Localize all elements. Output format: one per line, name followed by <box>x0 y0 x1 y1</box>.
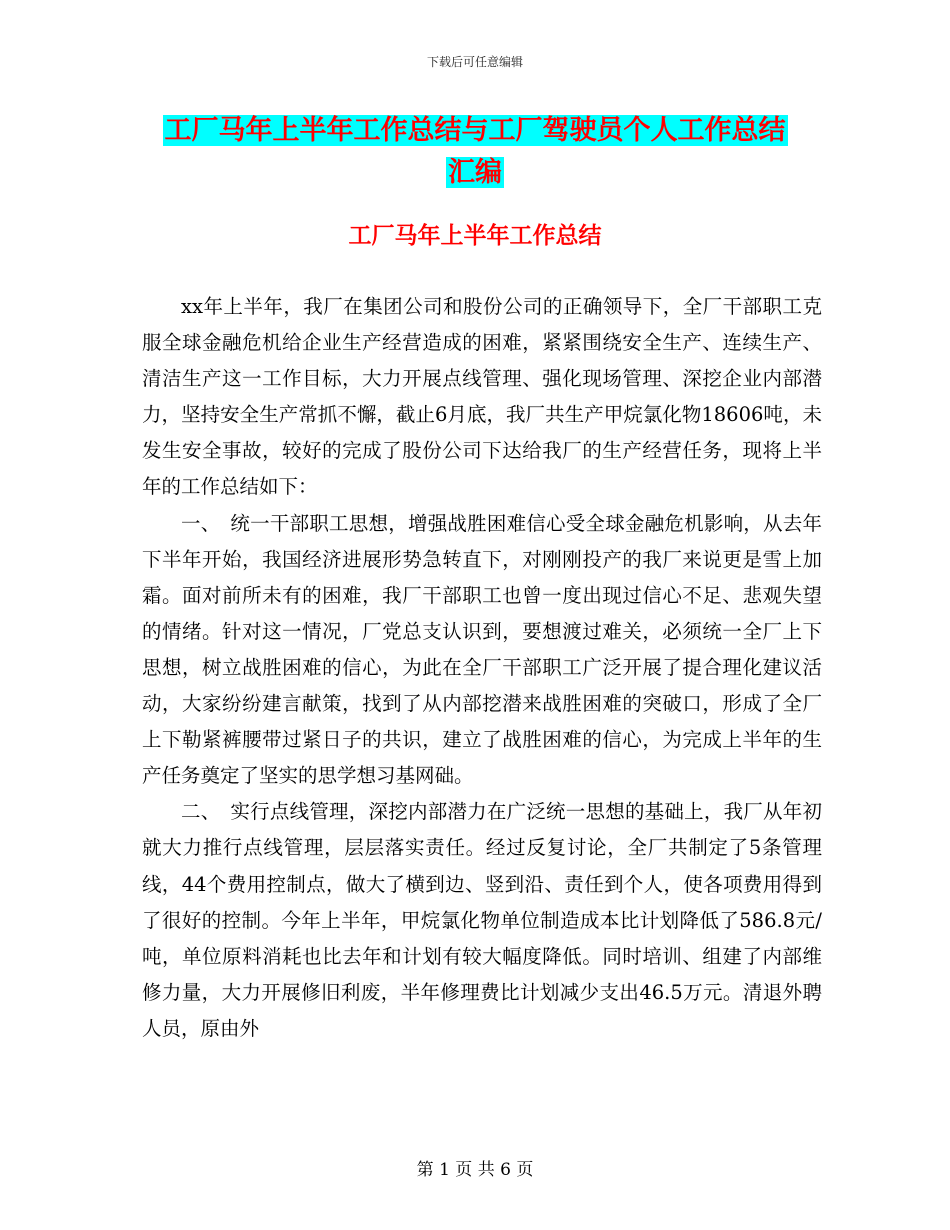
paragraph-intro: xx年上半年，我厂在集团公司和股份公司的正确领导下，全厂干部职工克服全球金融危机给企业生产经营造成的困难，紧紧围绕安全生产、连续生产、清洁生产这一工作目标，大力开展点线管理、强化现场管理、深挖企业内部潜力，坚持安全生产常抓不懈，截止6月底，我厂共生产甲烷氯化物18606吨，未发生安全事故，较好的完成了股份公司下达给我厂的生产经营任务，现将上半年的工作总结如下： <box>142 295 822 499</box>
body-text <box>142 289 822 1047</box>
section-title: 工厂马年上半年工作总结 <box>348 223 602 249</box>
page-footer: 第 1 页 共 6 页 <box>416 1160 534 1180</box>
paragraph-section-1: 一、 统一干部职工思想，增强战胜困难信心受全球金融危机影响，从去年下半年开始，我国经济进展形势急转直下，对刚刚投产的我厂来说更是雪上加霜。面对前所未有的困难，我厂干部职工也曾一度出现过信心不足、悲观失望的情绪。针对这一情况，厂党总支认识到，要想渡过难关，必须统一全厂上下思想，树立战胜困难的信心，为此在全厂干部职工广泛开展了提合理化建议活动，大家纷纷建言献策，找到了从内部挖潜来战胜困难的突破口，形成了全厂上下勒紧裤腰带过紧日子的共识，建立了战胜困难的信心，为完成上半年的生产任务奠定了坚实的思学想习基网础。 <box>142 511 822 788</box>
document-title-line-2 <box>0 153 950 193</box>
paragraph-section-2: 二、 实行点线管理，深挖内部潜力在广泛统一思想的基础上，我厂从年初就大力推行点线管理，层层落实责任。经过反复讨论，全厂共制定了5条管理线，44个费用控制点，做大了横到边、竖到沿、责任到个人，使各项费用得到了很好的控制。今年上半年，甲烷氯化物单位制造成本比计划降低了586.8元/吨，单位原料消耗也比去年和计划有较大幅度降低。同时培训、组建了内部维修力量，大力开展修旧利废，半年修理费比计划减少支出46.5万元。清退外聘人员，原由外 <box>142 800 822 1040</box>
document-title-line-1-text: 工厂马年上半年工作总结与工厂驾驶员个人工作总结 <box>164 115 786 146</box>
document-title-line-1 <box>0 111 950 151</box>
header-note: 下载后可任意编辑 <box>426 55 523 69</box>
document-title-line-2-text: 汇编 <box>448 157 502 188</box>
